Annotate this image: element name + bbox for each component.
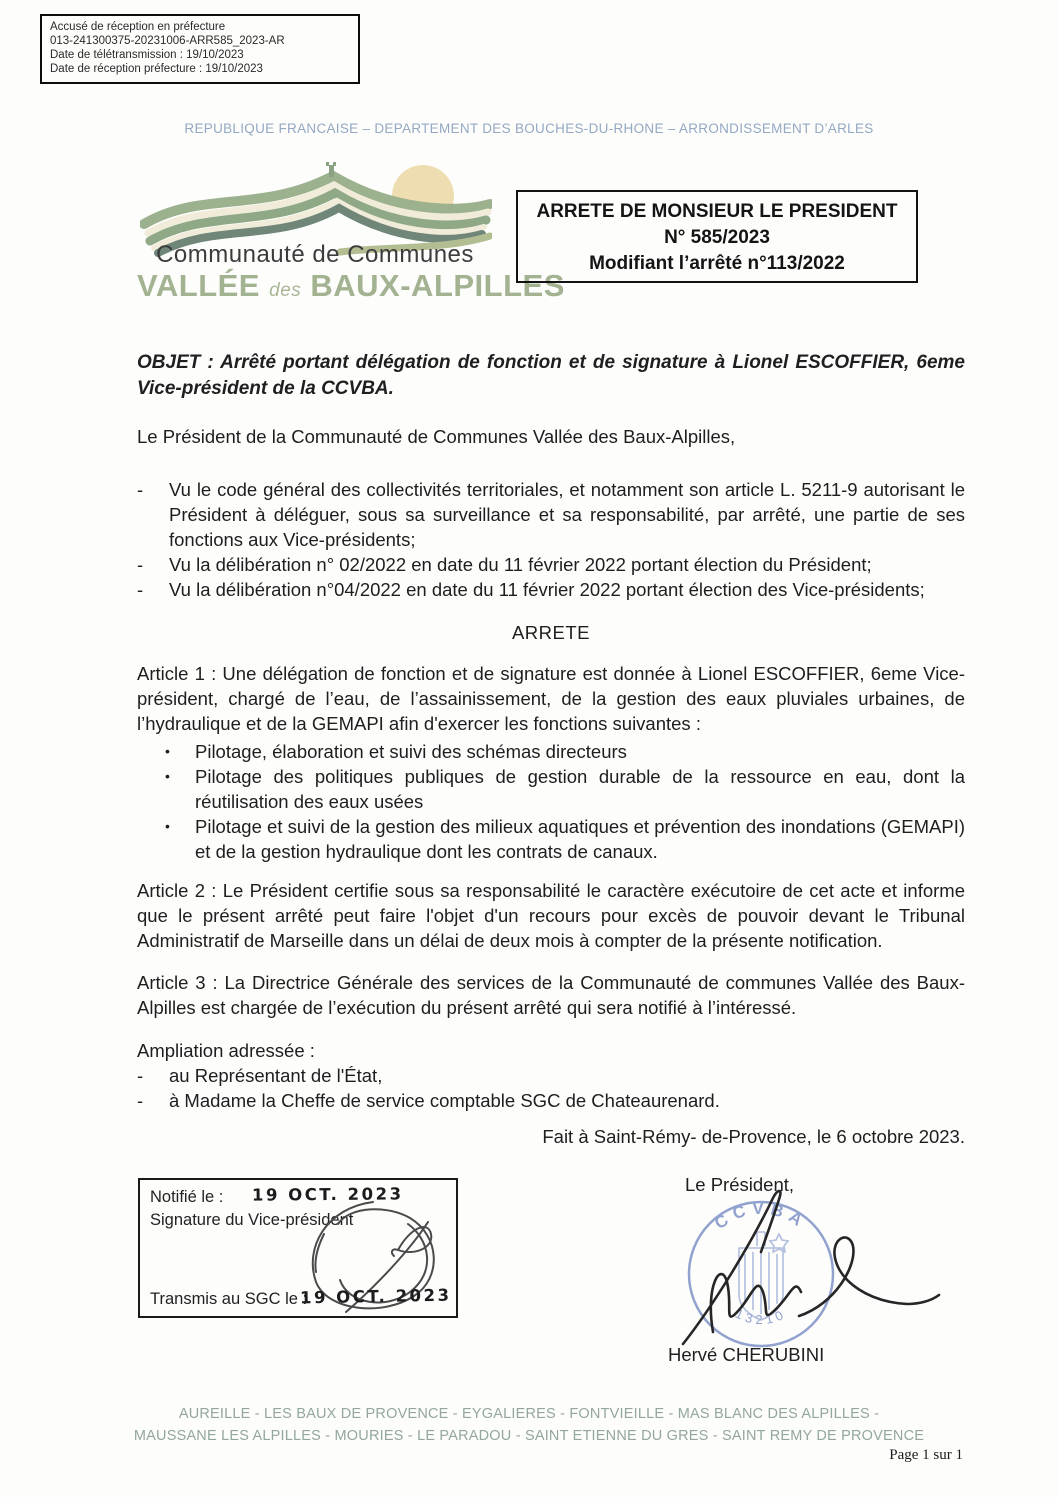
vice-president-signature-label: Signature du Vice-président — [150, 1211, 354, 1229]
arrete-heading: ARRETE — [511, 622, 591, 643]
bullet-item — [165, 764, 965, 814]
prefecture-stamp-box — [40, 14, 360, 84]
bullet-marker: • — [165, 818, 170, 834]
bullet-item — [165, 739, 965, 764]
communes-footer-line: AUREILLE - LES BAUX DE PROVENCE - EYGALIERES - FONTVIEILLE - MAS BLANC DES ALPILLES - — [178, 1406, 880, 1422]
republic-header-line: REPUBLIQUE FRANCAISE – DEPARTEMENT DES BOUCHES-DU-RHONE – ARRONDISSEMENT D’ARLES — [184, 121, 874, 136]
ampliation-item-text: au Représentant de l'État, — [169, 1065, 383, 1086]
bullet-item-text: Pilotage des politiques publiques de gestion durable de la ressource en eau, dont la réutilisation des eaux usées — [195, 766, 965, 812]
vu-item-text: Vu la délibération n° 02/2022 en date du 11 février 2022 portant élection du Président; — [169, 554, 872, 575]
president-name: Hervé CHERUBINI — [668, 1344, 825, 1365]
transmis-date-stamp: 19 OCT. 2023 — [299, 1285, 452, 1308]
dash-marker: - — [137, 1090, 144, 1111]
dash-marker: - — [137, 579, 144, 600]
place-date-line: Fait à Saint-Rémy- de-Provence, le 6 octobre 2023. — [542, 1126, 965, 1147]
president-title: Le Président, — [685, 1174, 795, 1195]
ampliation-item — [137, 1063, 965, 1088]
decree-number: N° 585/2023 — [664, 227, 770, 248]
ampliation-title: Ampliation adressée : — [137, 1040, 315, 1061]
article-1-paragraph: Article 1 : Une délégation de fonction et de signature est donnée à Lionel ESCOFFIER, 6eme Vice-président, chargé de l’eau, de l’assainissement, de la gestion des eaux pluviales urbaines, de l’hydraulique et de la GEMAPI afin d'exercer les fonctions suivantes : — [137, 663, 965, 734]
functions-bullet-list — [165, 739, 965, 864]
svg-text:CCVBA: CCVBA — [710, 1199, 812, 1234]
dash-marker: - — [137, 479, 144, 500]
ampliation-item-text: à Madame la Cheffe de service comptable SGC de Chateaurenard. — [169, 1090, 720, 1111]
notifie-le-label: Notifié le : — [150, 1188, 224, 1206]
communes-footer — [0, 1403, 1058, 1447]
communes-footer-line: MAUSSANE LES ALPILLES - MOURIES - LE PARADOU - SAINT ETIENNE DU GRES - SAINT REMY DE PROVENCE — [133, 1428, 925, 1444]
ampliation-item — [137, 1088, 965, 1113]
decree-title-box — [516, 190, 918, 283]
decree-title-line1: ARRETE DE MONSIEUR LE PRESIDENT — [536, 201, 898, 222]
bullet-item-text: Pilotage et suivi de la gestion des milieux aquatiques et prévention des inondations (GEMAPI) et de la gestion hydraulique dont les contrats de canaux. — [195, 816, 965, 862]
logo-des-text: des — [269, 280, 302, 301]
dash-marker: - — [137, 554, 144, 575]
bullet-marker: • — [165, 743, 170, 759]
vu-item — [137, 552, 965, 577]
vu-item — [137, 477, 965, 552]
notifie-date-stamp: 19 OCT. 2023 — [251, 1184, 404, 1205]
bullet-marker: • — [165, 768, 170, 784]
dash-marker: - — [137, 1065, 144, 1086]
article-2-paragraph: Article 2 : Le Président certifie sous sa responsabilité le caractère exécutoire de cet acte et informe que le présent arrêté peut faire l'objet d'un recours pour excès de pouvoir devant le Tribunal Administratif de Marseille dans un délai de deux mois à compter de la présente notification. — [137, 880, 965, 951]
logo-org-name: Communauté de Communes — [156, 241, 474, 268]
bullet-item — [165, 814, 965, 864]
prefecture-stamp-line: Accusé de réception en préfecture — [50, 21, 226, 33]
decree-modifies: Modifiant l’arrêté n°113/2022 — [589, 253, 845, 274]
ampliation-section — [137, 1038, 965, 1113]
intro-line: Le Président de la Communauté de Communes Vallée des Baux-Alpilles, — [137, 426, 736, 447]
objet-paragraph: OBJET : Arrêté portant délégation de fonction et de signature à Lionel ESCOFFIER, 6eme Vice-président de la CCVBA. — [137, 352, 965, 399]
logo-vallee-text: VALLÉE — [137, 268, 260, 303]
president-signature-icon — [655, 1182, 945, 1357]
logo-baux-alpilles-text: BAUX-ALPILLES — [310, 268, 565, 303]
prefecture-stamp-line: Date de réception préfecture : 19/10/2023 — [50, 63, 263, 75]
vu-item-text: Vu la délibération n°04/2022 en date du 11 février 2022 portant élection des Vice-présidents; — [169, 579, 925, 600]
prefecture-stamp-line: 013-241300375-20231006-ARR585_2023-AR — [50, 35, 285, 47]
logo-territory-name — [137, 268, 565, 304]
vu-item-text: Vu le code général des collectivités territoriales, et notamment son article L. 5211-9 autorisant le Président à déléguer, sous sa surveillance et sa responsabilité, par arrêté, une partie de ses fonctions aux Vice-présidents; — [169, 479, 965, 550]
transmis-sgc-label: Transmis au SGC le : — [150, 1290, 308, 1308]
notification-box — [138, 1178, 458, 1318]
article-3-paragraph: Article 3 : La Directrice Générale des services de la Communauté de communes Vallée des Baux-Alpilles est chargée de l’exécution du présent arrêté qui sera notifié à l’intéressé. — [137, 972, 965, 1018]
vu-recitals-list — [137, 477, 965, 602]
vu-item — [137, 577, 965, 602]
bullet-item-text: Pilotage, élaboration et suivi des schémas directeurs — [195, 741, 627, 762]
svg-text:13210: 13210 — [732, 1305, 790, 1327]
page-number: Page 1 sur 1 — [889, 1447, 963, 1463]
prefecture-stamp-line: Date de télétransmission : 19/10/2023 — [50, 49, 244, 61]
